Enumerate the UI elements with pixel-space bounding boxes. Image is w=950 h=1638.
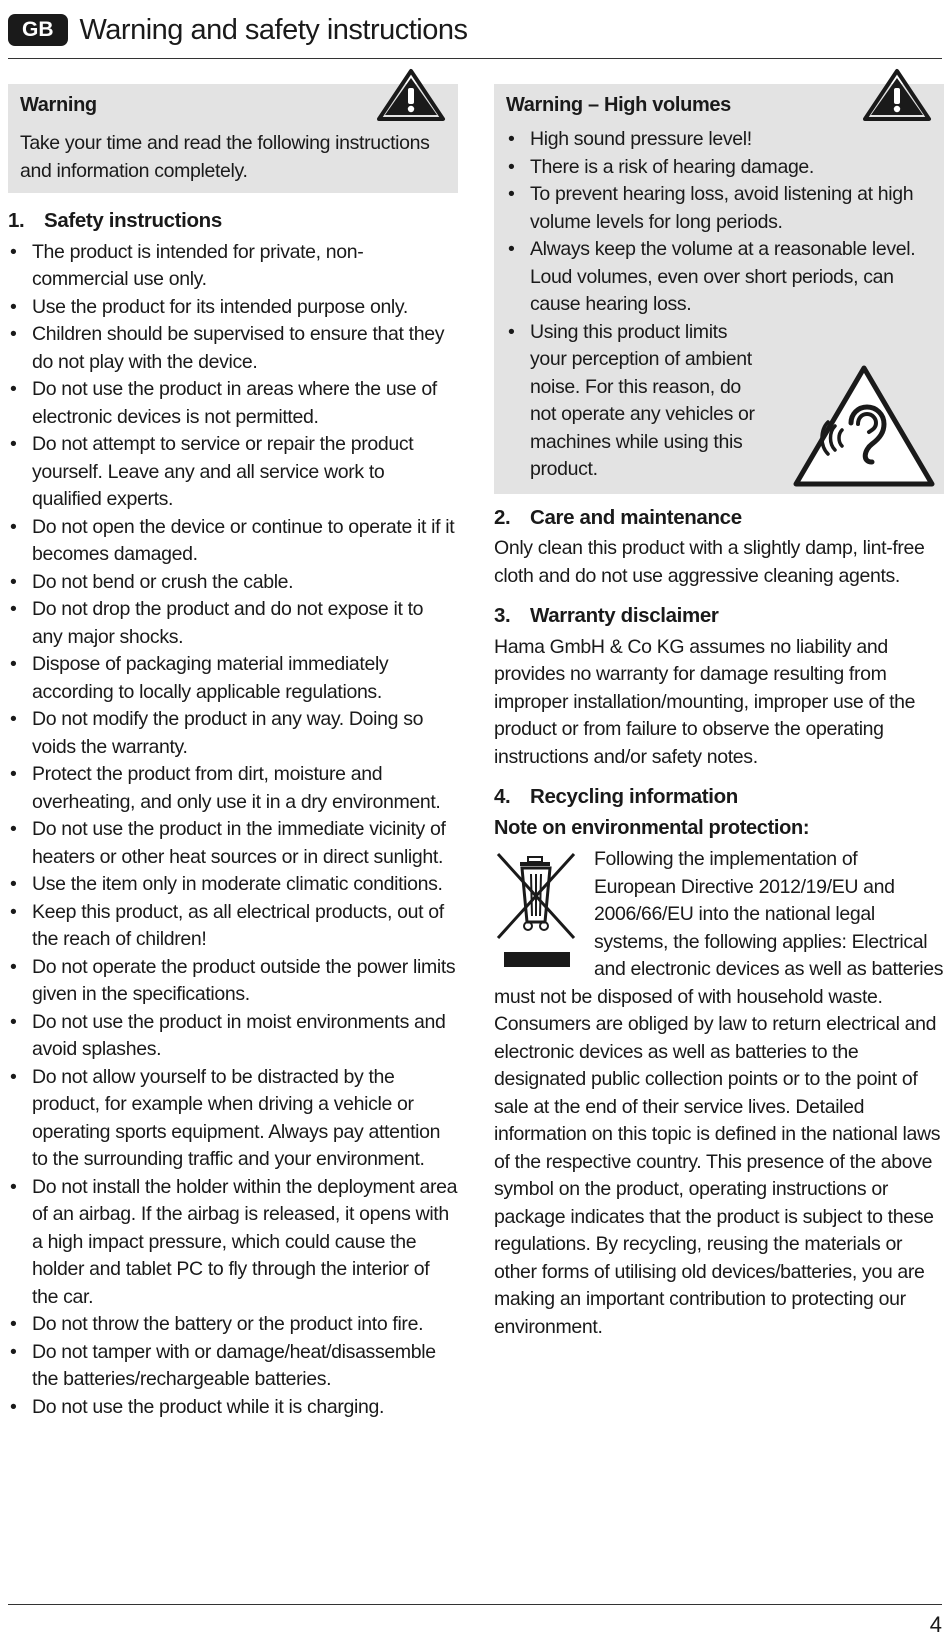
- list-item: • Use the product for its intended purpose only.: [8, 294, 458, 322]
- list-item: • Children should be supervised to ensure that they do not play with the device.: [8, 321, 458, 376]
- list-item: • Do not allow yourself to be distracted by the product, for example when driving a vehicle or operating sports equipment. Always pay attention to the surrounding traffic and your environment.: [8, 1064, 458, 1174]
- list-item: • Do not attempt to service or repair the product yourself. Leave any and all service work to qualified experts.: [8, 431, 458, 514]
- list-item: • Always keep the volume at a reasonable level. Loud volumes, even over short periods, can cause hearing loss.: [506, 236, 932, 319]
- list-item: • Do not throw the battery or the product into fire.: [8, 1311, 458, 1339]
- crossed-out-bin-icon: [494, 848, 580, 972]
- list-item: • The product is intended for private, non-commercial use only.: [8, 239, 458, 294]
- list-item: • Do not install the holder within the deployment area of an airbag. If the airbag is released, it opens with a high impact pressure, which could cause the holder and tablet PC to fly through the interior of the car.: [8, 1174, 458, 1312]
- page-title: Warning and safety instructions: [79, 13, 468, 46]
- list-item: • High sound pressure level!: [506, 126, 932, 154]
- list-item: • Do not open the device or continue to operate it if it becomes damaged.: [8, 514, 458, 569]
- list-item: • Dispose of packaging material immediately according to locally applicable regulations.: [8, 651, 458, 706]
- page-number: 4: [929, 1612, 942, 1637]
- section-number: 1.: [8, 209, 25, 232]
- language-badge: GB: [8, 14, 68, 46]
- section-number: 2.: [494, 505, 511, 529]
- list-item: • To prevent hearing loss, avoid listening at high volume levels for long periods.: [506, 181, 932, 236]
- list-item: • Do not use the product in moist environments and avoid splashes.: [8, 1009, 458, 1064]
- list-item: • Do not operate the product outside the power limits given in the specifications.: [8, 954, 458, 1009]
- care-heading: [494, 504, 944, 532]
- list-item: • Use the item only in moderate climatic conditions.: [8, 871, 458, 899]
- warranty-text: Hama GmbH & Co KG assumes no liability and provides no warranty for damage resulting from improper installation/mounting, improper use of the product or from failure to observe the operating instructions and/or safety notes.: [494, 635, 916, 768]
- section-number: 3.: [494, 604, 511, 627]
- list-item: • Do not use the product in the immediate vicinity of heaters or other heat sources or in direct sunlight.: [8, 816, 458, 871]
- list-item: • There is a risk of hearing damage.: [506, 154, 932, 182]
- warning-triangle-icon: [376, 68, 446, 122]
- safety-list: [8, 239, 458, 1422]
- list-item: • Do not bend or crush the cable.: [8, 569, 458, 597]
- section-number: 4.: [494, 785, 511, 808]
- list-item: • Using this product limits your perception of ambient noise. For this reason, do not operate any vehicles or machines while using this product.: [506, 319, 932, 484]
- list-item: • Do not use the product in areas where the use of electronic devices is not permitted.: [8, 376, 458, 431]
- recycling-block: [494, 846, 944, 1341]
- list-item: • Keep this product, as all electrical products, out of the reach of children!: [8, 899, 458, 954]
- warning-box: [8, 84, 458, 193]
- environment-note-title: Note on environmental protection:: [494, 816, 810, 839]
- left-column: [8, 84, 458, 1421]
- warning-triangle-icon: [862, 68, 932, 122]
- recycling-heading: [494, 783, 944, 811]
- header-divider: [8, 58, 942, 59]
- list-item: • Do not use the product while it is charging.: [8, 1394, 458, 1422]
- warranty-heading: [494, 602, 944, 630]
- list-item: • Protect the product from dirt, moisture and overheating, and only use it in a dry environment.: [8, 761, 458, 816]
- volume-warning-box: [494, 84, 944, 494]
- recycling-text: Following the implementation of European Directive 2012/19/EU and 2006/66/EU into the national legal systems, the following applies: Electrical and electronic devices as well as batteries must not be disposed of with household waste. Consumers are obliged by law to return electrical and electronic devices as well as batteries to the designated public collection points or to the point of sale at the end of their service lives. Detailed information on this topic is defined in the national laws of the respective country. This presence of the above symbol on the product, operating instructions or package indicates that the product is subject to these regulations. By recycling, reusing the materials or other forms of utilising old devices/batteries, you are making an important contribution to protecting our environment.: [494, 848, 944, 1338]
- page-header: [8, 8, 468, 52]
- section-title: Care and maintenance: [530, 505, 742, 529]
- section-title: Warranty disclaimer: [530, 604, 719, 627]
- list-item: • Do not tamper with or damage/heat/disassemble the batteries/rechargeable batteries.: [8, 1339, 458, 1394]
- right-column: [494, 84, 944, 1341]
- care-text: Only clean this product with a slightly damp, lint-free cloth and do not use aggressive cleaning agents.: [494, 537, 925, 587]
- section-title: Safety instructions: [44, 209, 222, 232]
- warning-title: Warning: [20, 94, 97, 116]
- section-title: Recycling information: [530, 785, 738, 808]
- list-item: • Do not drop the product and do not expose it to any major shocks.: [8, 596, 458, 651]
- warning-text: Take your time and read the following instructions and information completely.: [20, 132, 430, 182]
- list-item: • Do not modify the product in any way. Doing so voids the warranty.: [8, 706, 458, 761]
- safety-heading: [8, 207, 458, 235]
- footer-divider: [8, 1604, 942, 1605]
- volume-warning-title: Warning – High volumes: [506, 94, 731, 116]
- hearing-damage-icon: [792, 364, 936, 488]
